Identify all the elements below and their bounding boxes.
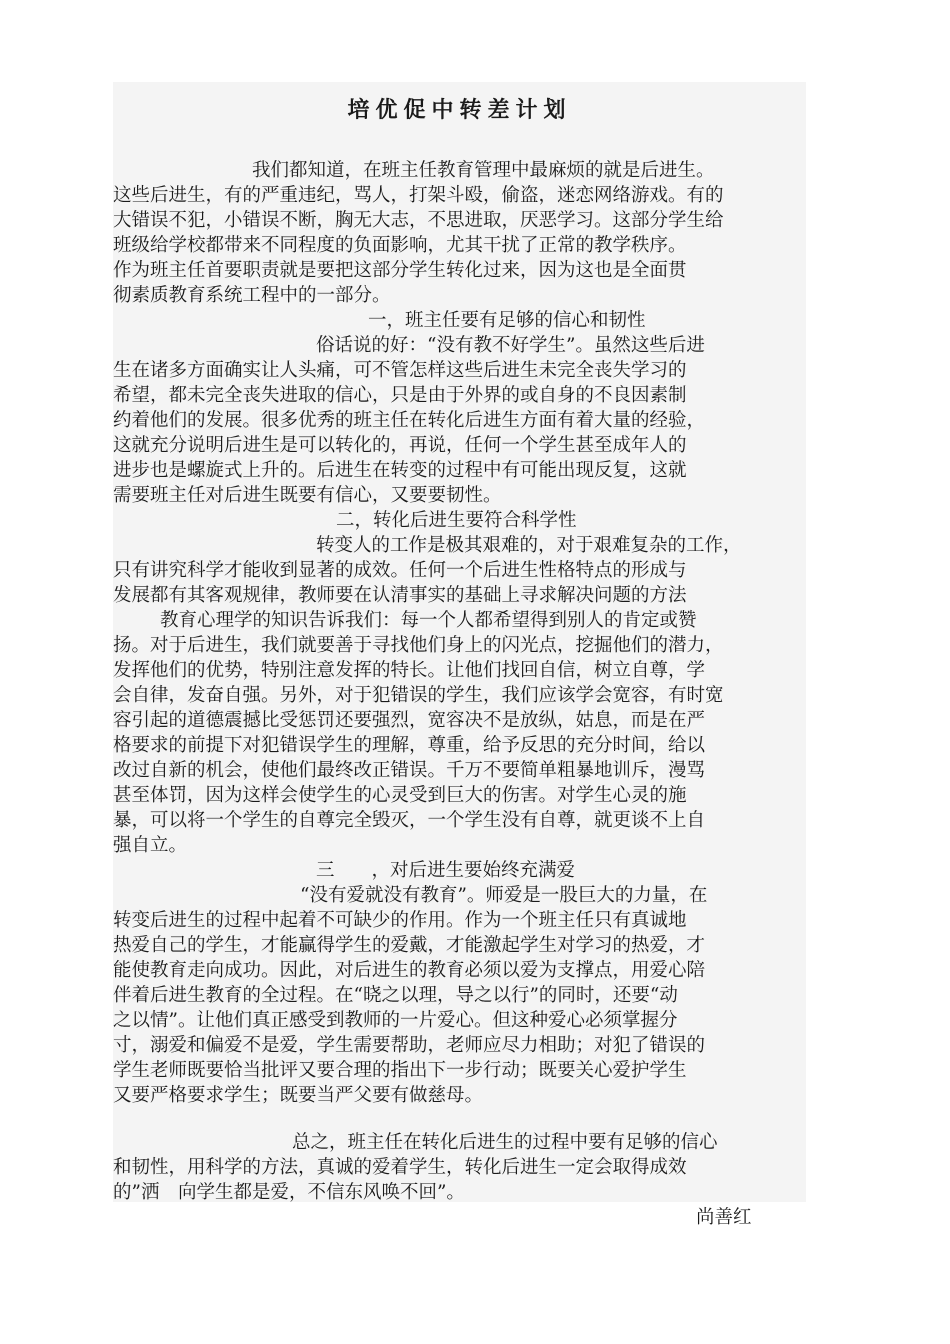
text-line: 我们都知道，在班主任教育管理中最麻烦的就是后进生。 <box>252 160 715 181</box>
text-line: 转变人的工作是极其艰难的，对于艰难复杂的工作， <box>316 535 742 556</box>
text-line: 作为班主任首要职责就是要把这部分学生转化过来，因为这也是全面贯 <box>113 260 687 281</box>
text-line: 彻素质教育系统工程中的一部分。 <box>113 285 391 306</box>
text-line: 和韧性，用科学的方法，真诚的爱着学生，转化后进生一定会取得成效 <box>113 1157 687 1178</box>
text-line: 三 ，对后进生要始终充满爱 <box>316 860 576 881</box>
text-line: 这些后进生，有的严重违纪，骂人，打架斗殴，偷盗，迷恋网络游戏。有的 <box>113 185 724 206</box>
text-line: 总之，班主任在转化后进生的过程中要有足够的信心 <box>292 1132 718 1153</box>
text-line: 寸，溺爱和偏爱不是爱，学生需要帮助，老师应尽力相助；对犯了错误的 <box>113 1035 706 1056</box>
text-line: 这就充分说明后进生是可以转化的，再说，任何一个学生甚至成年人的 <box>113 435 687 456</box>
text-line: 能使教育走向成功。因此，对后进生的教育必须以爱为支撑点，用爱心陪 <box>113 960 706 981</box>
text-line: 转变后进生的过程中起着不可缺少的作用。作为一个班主任只有真诚地 <box>113 910 687 931</box>
text-line: 只有讲究科学才能收到显著的成效。任何一个后进生性格特点的形成与 <box>113 560 687 581</box>
text-line: 格要求的前提下对犯错误学生的理解，尊重，给予反思的充分时间，给以 <box>113 735 706 756</box>
text-line: 甚至体罚，因为这样会使学生的心灵受到巨大的伤害。对学生心灵的施 <box>113 785 687 806</box>
document-title: 培优促中转差计划 <box>347 97 572 123</box>
text-line: 二，转化后进生要符合科学性 <box>336 510 577 531</box>
text-line: 大错误不犯，小错误不断，胸无大志，不思进取，厌恶学习。这部分学生给 <box>113 210 724 231</box>
text-line: 发挥他们的优势，特别注意发挥的特长。让他们找回自信，树立自尊，学 <box>113 660 706 681</box>
text-line: 伴着后进生教育的全过程。在“晓之以理，导之以行”的同时，还要“动 <box>113 985 678 1006</box>
text-line: 进步也是螺旋式上升的。后进生在转变的过程中有可能出现反复，这就 <box>113 460 687 481</box>
text-line: “没有爱就没有教育”。师爱是一股巨大的力量，在 <box>300 885 708 906</box>
text-line: 发展都有其客观规律，教师要在认清事实的基础上寻求解决问题的方法 <box>113 585 687 606</box>
text-line: 会自律，发奋自强。另外，对于犯错误的学生，我们应该学会宽容，有时宽 <box>113 685 724 706</box>
text-line: 约着他们的发展。很多优秀的班主任在转化后进生方面有着大量的经验， <box>113 410 706 431</box>
text-line: 一，班主任要有足够的信心和韧性 <box>368 310 646 331</box>
text-line: 之以情”。让他们真正感受到教师的一片爱心。但这种爱心必须掌握分 <box>113 1010 678 1031</box>
text-line: 容引起的道德震撼比受惩罚还要强烈，宽容决不是放纵，姑息，而是在严 <box>113 710 706 731</box>
text-line: 又要严格要求学生；既要当严父要有做慈母。 <box>113 1085 484 1106</box>
text-line: 希望，都未完全丧失进取的信心，只是由于外界的或自身的不良因素制 <box>113 385 687 406</box>
text-line: 暴，可以将一个学生的自尊完全毁灭，一个学生没有自尊，就更谈不上自 <box>113 810 706 831</box>
text-line: 强自立。 <box>113 835 188 856</box>
text-line: 生在诸多方面确实让人头痛，可不管怎样这些后进生未完全丧失学习的 <box>113 360 687 381</box>
text-line: 改过自新的机会，使他们最终改正错误。千万不要简单粗暴地训斥，漫骂 <box>113 760 706 781</box>
text-line: 学生老师既要恰当批评又要合理的指出下一步行动；既要关心爱护学生 <box>113 1060 687 1081</box>
text-line: 热爱自己的学生，才能赢得学生的爱戴，才能激起学生对学习的热爱，才 <box>113 935 706 956</box>
text-line: 需要班主任对后进生既要有信心，又要要韧性。 <box>113 485 502 506</box>
author-signature: 尚善红 <box>696 1207 752 1228</box>
text-line: 班级给学校都带来不同程度的负面影响，尤其干扰了正常的教学秩序。 <box>113 235 687 256</box>
text-line: 扬。对于后进生，我们就要善于寻找他们身上的闪光点，挖掘他们的潜力， <box>113 635 724 656</box>
text-line: 俗话说的好：“没有教不好学生”。虽然这些后进 <box>316 335 705 356</box>
text-line: 的”洒 向学生都是爱，不信东风唤不回”。 <box>113 1182 465 1203</box>
text-line: 教育心理学的知识告诉我们：每一个人都希望得到别人的肯定或赞 <box>160 610 697 631</box>
